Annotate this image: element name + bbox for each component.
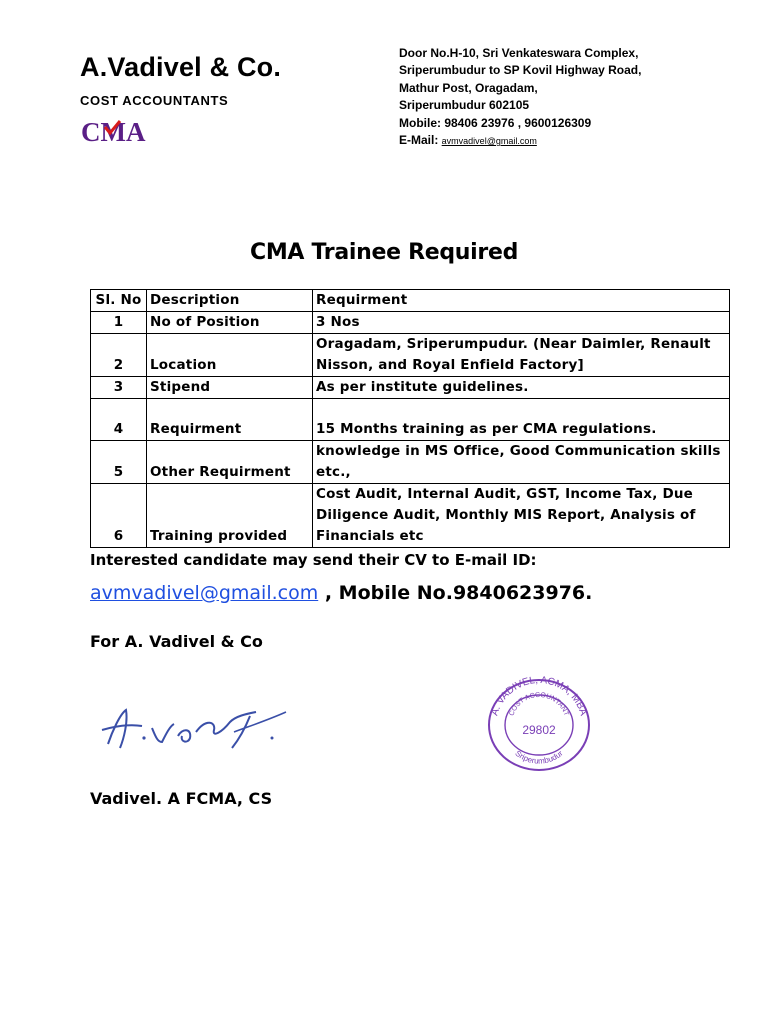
table-row bbox=[91, 484, 730, 548]
row-requirement: Cost Audit, Internal Audit, GST, Income Tax, Due Diligence Audit, Monthly MIS Report, Analysis of Financials etc bbox=[313, 484, 730, 548]
row-requirement: 3 Nos bbox=[313, 312, 730, 334]
address-line: Sriperumbudur 602105 bbox=[399, 98, 530, 113]
table-row bbox=[91, 334, 730, 377]
mobile-text: , Mobile No.9840623976. bbox=[318, 582, 593, 604]
stamp-inner-text: COST ACCOUNTANT bbox=[508, 691, 570, 718]
stamp-ring-text: A. VADIVEL, ACMA, MBA bbox=[489, 674, 589, 718]
row-description: Requirment bbox=[147, 399, 313, 441]
address-block bbox=[399, 45, 641, 150]
requirements-table bbox=[90, 289, 730, 548]
signature-image bbox=[100, 692, 300, 762]
for-firm-line: For A. Vadivel & Co bbox=[90, 632, 263, 651]
row-sl-no: 3 bbox=[91, 377, 147, 399]
table-header-row bbox=[91, 290, 730, 312]
firm-name: A.Vadivel & Co. bbox=[80, 52, 282, 82]
table-row bbox=[91, 399, 730, 441]
header-description: Description bbox=[147, 290, 313, 312]
email-line bbox=[399, 132, 641, 150]
mobile-line: Mobile: 98406 23976 , 9600126309 bbox=[399, 115, 592, 130]
header-sl-no: Sl. No bbox=[91, 290, 147, 312]
address-line: Door No.H-10, Sri Venkateswara Complex, bbox=[399, 46, 639, 60]
svg-text:Sriperumbudur bbox=[513, 749, 564, 766]
row-sl-no: 4 bbox=[91, 399, 147, 441]
row-description: Stipend bbox=[147, 377, 313, 399]
row-sl-no: 1 bbox=[91, 312, 147, 334]
row-sl-no: 5 bbox=[91, 441, 147, 484]
contact-line bbox=[90, 582, 592, 604]
cma-logo bbox=[80, 116, 156, 146]
stamp-number: 29802 bbox=[522, 723, 556, 737]
email-label: E-Mail: bbox=[399, 133, 442, 148]
row-sl-no: 2 bbox=[91, 334, 147, 377]
row-requirement: knowledge in MS Office, Good Communication skills etc., bbox=[313, 441, 730, 484]
row-requirement: 15 Months training as per CMA regulations. bbox=[313, 399, 730, 441]
row-sl-no: 6 bbox=[91, 484, 147, 548]
cma-logo-text: CMA bbox=[81, 117, 146, 146]
row-description: No of Position bbox=[147, 312, 313, 334]
table-row bbox=[91, 312, 730, 334]
row-requirement: As per institute guidelines. bbox=[313, 377, 730, 399]
header-email-link[interactable]: avmvadivel@gmail.com bbox=[441, 136, 537, 147]
firm-subtitle: COST ACCOUNTANTS bbox=[80, 93, 229, 108]
row-description: Training provided bbox=[147, 484, 313, 548]
row-requirement: Oragadam, Sriperumpudur. (Near Daimler, Renault Nisson, and Royal Enfield Factory] bbox=[313, 334, 730, 377]
signatory-name: Vadivel. A FCMA, CS bbox=[90, 789, 273, 808]
table-row bbox=[91, 377, 730, 399]
header-requirement: Requirment bbox=[313, 290, 730, 312]
apply-email-link[interactable]: avmvadivel@gmail.com bbox=[90, 582, 319, 604]
address-line: Mathur Post, Oragadam, bbox=[399, 80, 538, 95]
apply-instruction: Interested candidate may send their CV to E-mail ID: bbox=[90, 551, 537, 569]
page-title: CMA Trainee Required bbox=[249, 240, 519, 265]
address-line: Sriperumbudur to SP Kovil Highway Road, bbox=[399, 63, 642, 78]
row-description: Other Requirment bbox=[147, 441, 313, 484]
row-description: Location bbox=[147, 334, 313, 377]
firm-stamp-image bbox=[482, 674, 596, 774]
svg-text:COST ACCOUNTANT bbox=[508, 692, 570, 718]
table-row bbox=[91, 441, 730, 484]
stamp-bottom-text: Sriperumbudur bbox=[513, 748, 565, 766]
